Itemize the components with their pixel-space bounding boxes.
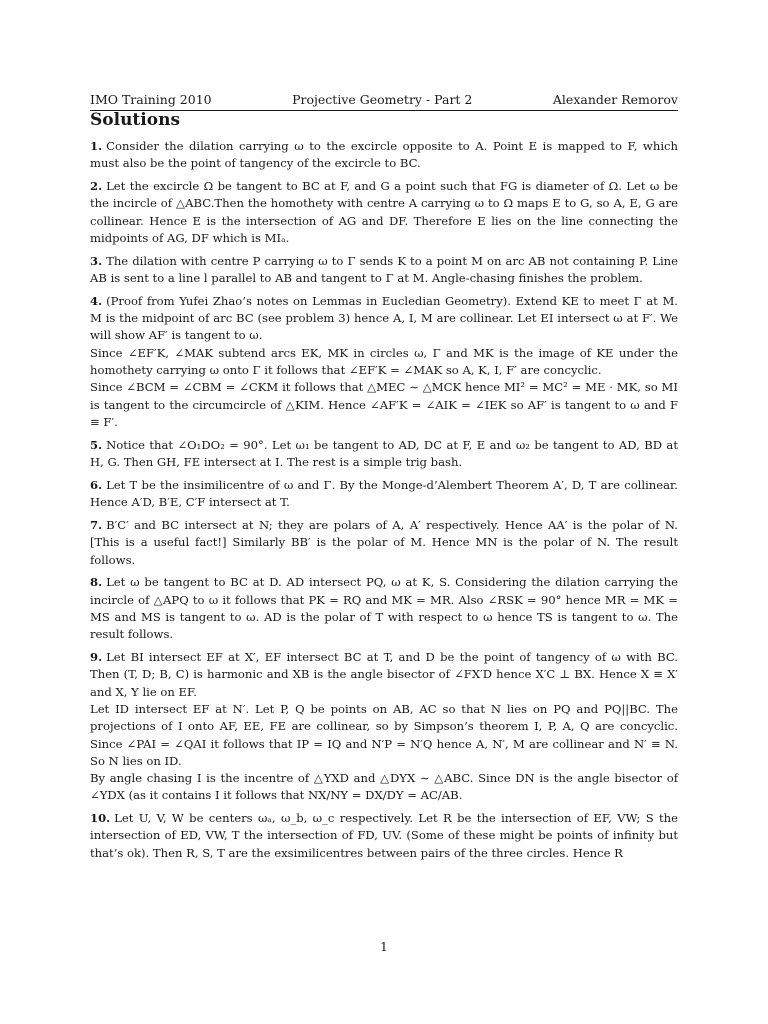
solution-text: B′C′ and BC intersect at N; they are polars of A, A′ respectively. Hence AA′ is the polar of N. [This is a useful fact!] Similarly BB′ is the polar of M. Hence MN is the polar of N. The result follows. — [90, 517, 678, 567]
solution-item — [90, 477, 678, 512]
solution-number: 1. — [90, 139, 103, 153]
solution-text: Consider the dilation carrying ω to the excircle opposite to A. Point E is mapped to F, which must also be the point of tangency of the excircle to BC. — [90, 139, 678, 171]
solution-item — [90, 293, 678, 431]
solution-item — [90, 810, 678, 862]
header-topic: Projective Geometry - Part 2 — [292, 92, 473, 107]
solution-item — [90, 649, 678, 805]
header-author: Alexander Remorov — [552, 92, 678, 107]
solution-number: 5. — [90, 437, 103, 452]
solution-text: Let U, V, W be centers ωₐ, ω_b, ω_c respectively. Let R be the intersection of EF, VW; S the intersection of ED, VW, T the intersection of FD, UV. (Some of these might be points of infinity but that’s ok). Then R, S, T are the exsimilicentres between pairs of the three circles. Hence R — [90, 811, 678, 860]
solution-item — [90, 574, 678, 643]
solution-item — [90, 138, 678, 173]
page-number: 1 — [380, 940, 388, 954]
solution-number: 4. — [90, 293, 103, 308]
solution-number: 8. — [90, 575, 103, 590]
solution-item — [90, 437, 678, 472]
solution-number: 9. — [90, 650, 103, 665]
solution-text: Let ω be tangent to BC at D. AD intersect PQ, ω at K, S. Considering the dilation carrying the incircle of △APQ to ω it follows that PK = RQ and MK = MR. Also ∠RSK = 90° hence MR = MK = MS and MS is tangent to ω. AD is the polar of T with respect to ω hence TS is tangent to ω. The result follows. — [90, 575, 678, 642]
solution-text: The dilation with centre P carrying ω to Γ sends K to a point M on arc AB not containing P. Line AB is sent to a line l parallel to AB and tangent to Γ at M. Angle-chasing finishes the problem. — [90, 253, 678, 286]
solution-item — [90, 253, 678, 288]
section-title: Solutions — [90, 110, 181, 130]
solution-number: 7. — [90, 517, 103, 532]
solution-text: Notice that ∠O₁DO₂ = 90°. Let ω₁ be tangent to AD, DC at F, E and ω₂ be tangent to AD, BD at H, G. Then GH, FE intersect at I. The rest is a simple trig bash. — [90, 437, 678, 470]
solution-text: Let the excircle Ω be tangent to BC at F, and G a point such that FG is diameter of Ω. Let ω be the incircle of △ABC.Then the homothety with centre A carrying ω to Ω maps E to G, so A, E, G are collinear. Hence E is the intersection of AG and DF. Therefore E lies on the line connecting the midpoints of AG, DF which is MIₐ. — [90, 179, 678, 245]
solution-number: 3. — [90, 253, 103, 268]
solution-item — [90, 178, 678, 247]
solutions-body — [90, 138, 678, 868]
solution-number: 2. — [90, 179, 103, 194]
solution-number: 10. — [90, 811, 111, 826]
header-course: IMO Training 2010 — [90, 92, 212, 107]
solution-text: (Proof from Yufei Zhao’s notes on Lemmas in Eucledian Geometry). Extend KE to meet Γ at M. M is the midpoint of arc BC (see problem 3) hence A, I, M are collinear. Let EI intersect ω at F′. We will show AF′ is tangent to ω. Since ∠EF′K, ∠MAK subtend arcs EK, MK in circles ω, Γ and MK is the image of KE under the homothety carrying ω onto Γ it follows that ∠EF′K = ∠MAK so A, K, I, F′ are concyclic. Since ∠BCM = ∠CBM = ∠CKM it follows that △MEC ∼ △MCK hence MI² = MC² = ME · MK, so MI is tangent to the circumcircle of △KIM. Hence ∠AF′K = ∠AIK = ∠IEK so AF′ is tangent to ω and F ≡ F′. — [90, 293, 678, 429]
solution-text: Let BI intersect EF at X′, EF intersect BC at T, and D be the point of tangency of ω with BC. Then (T, D; B, C) is harmonic and XB is the angle bisector of ∠FX′D hence X′C ⊥ BX. Hence X ≡ X′ and X, Y lie on EF. Let ID intersect EF at N′. Let P, Q be points on AB, AC so that N lies on PQ and PQ||BC. The projections of I onto AF, EE, FE are collinear, so by Simpson’s theorem I, P, A, Q are concyclic. Since ∠PAI = ∠QAI it follows that IP = IQ and N′P = N′Q hence A, N′, M are collinear and N′ ≡ N. So N lies on ID. By angle chasing I is the incentre of △YXD and △DYX ∼ △ABC. Since DN is the angle bisector of ∠YDX (as it contains I it follows that NX/NY = DX/DY = AC/AB. — [90, 650, 678, 803]
solution-text: Let T be the insimilicentre of ω and Γ. By the Monge-d’Alembert Theorem A′, D, T are collinear. Hence A′D, B′E, C′F intersect at T. — [90, 477, 678, 510]
solution-number: 6. — [90, 477, 103, 492]
solution-item — [90, 517, 678, 569]
